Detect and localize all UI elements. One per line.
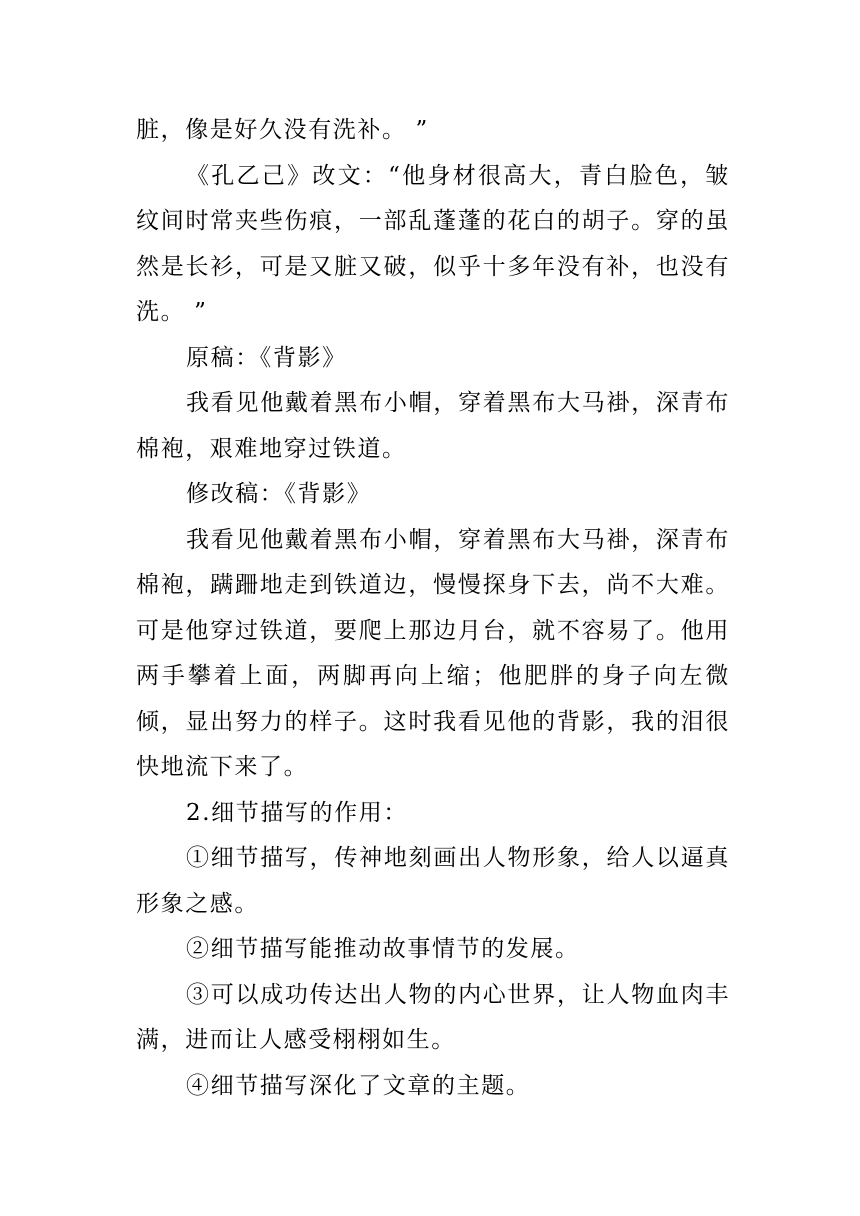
list-item-3: ③可以成功传达出人物的内心世界，让人物血肉丰满，进而让人感受栩栩如生。 bbox=[136, 981, 730, 1053]
section-heading: 2.细节描写的作用： bbox=[186, 799, 408, 826]
paragraph-draft-heading: 原稿：《背影》 bbox=[186, 344, 347, 371]
paragraph-draft-text: 我看见他戴着黑布小帽，穿着黑布大马褂，深青布棉袍，艰难地穿过铁道。 bbox=[136, 390, 730, 462]
paragraph-revised-text: 我看见他戴着黑布小帽，穿着黑布大马褂，深青布棉袍，蹒跚地走到铁道边，慢慢探身下去，尚不大难。可是他穿过铁道，要爬上那边月台，就不容易了。他用两手攀着上面，两脚再向上缩；他肥胖的身子向左微倾，显出努力的样子。这时我看见他的背影，我的泪很快地流下来了。 bbox=[136, 526, 730, 780]
document-page bbox=[136, 108, 730, 1109]
paragraph-revised-heading: 修改稿：《背影》 bbox=[186, 481, 372, 507]
list-item-2: ②细节描写能推动故事情节的发展。 bbox=[186, 936, 580, 962]
list-item-1: ①细节描写，传神地刻画出人物形象，给人以逼真形象之感。 bbox=[136, 845, 730, 917]
list-item-4: ④细节描写深化了文章的主题。 bbox=[186, 1072, 531, 1099]
paragraph-kongyiji-revision: 《孔乙己》改文：“他身材很高大，青白脸色，皱纹间时常夹些伤痕，一部乱蓬蓬的花白的胡子。穿的虽然是长衫，可是又脏又破，似乎十多年没有补，也没有洗。 ” bbox=[136, 162, 730, 325]
paragraph-continuation: 脏，像是好久没有洗补。 ” bbox=[136, 117, 429, 143]
